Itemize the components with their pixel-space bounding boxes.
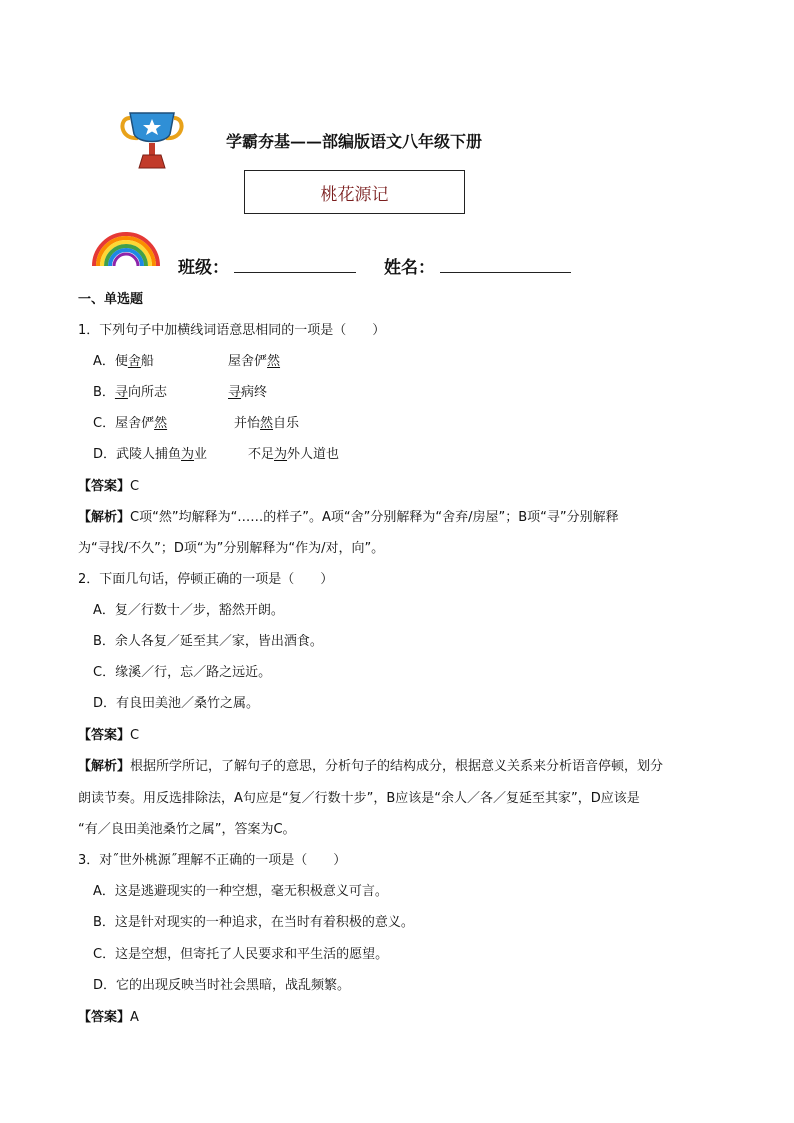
question-3-option-a: A．这是逃避现实的一种空想，毫无积极意义可言。 xyxy=(93,884,388,899)
class-field[interactable] xyxy=(234,272,356,273)
question-2-analysis-line-2: 朗读节奏。用反选排除法，A句应是“复／行数十步”，B应该是“余人／各／复延至其家”，D应该是 xyxy=(78,791,640,806)
trophy-icon xyxy=(116,110,188,172)
question-1-option-a-left: A．便舍船 xyxy=(93,354,154,369)
question-1-option-d-left: D．武陵人捕鱼为业 xyxy=(93,447,208,462)
question-2-analysis-line-3: “有／良田美池桑竹之属”，答案为C。 xyxy=(78,822,296,837)
question-2-option-d: D．有良田美池／桑竹之属。 xyxy=(93,696,260,711)
question-2-option-a: A．复／行数十／步，豁然开朗。 xyxy=(93,603,284,618)
question-1-option-d-right: 不足为外人道也 xyxy=(248,447,340,462)
lesson-title-box: 桃花源记 xyxy=(244,170,465,214)
question-1-option-b-left: B．寻向所志 xyxy=(93,385,167,400)
section-title: 一、单选题 xyxy=(78,292,144,307)
question-3-option-c: C．这是空想，但寄托了人民要求和平生活的愿望。 xyxy=(93,947,389,962)
question-1-option-b-right: 寻病终 xyxy=(228,385,268,400)
question-2-stem: 2．下面几句话，停顿正确的一项是（ ） xyxy=(78,572,334,587)
name-field[interactable] xyxy=(440,272,571,273)
name-label: 姓名： xyxy=(384,258,435,278)
question-3-option-d: D．它的出现反映当时社会黑暗，战乱频繁。 xyxy=(93,978,351,993)
question-1-option-c-right: 并怡然自乐 xyxy=(234,416,300,431)
question-1-analysis-line-1: 【解析】C项“然”均解释为“……的样子”。A项“舍”分别解释为“舍弃/房屋”；B项“寻”分别解释 xyxy=(78,510,619,525)
document-header-title: 学霸夯基——部编版语文八年级下册 xyxy=(226,132,483,151)
question-3-option-b: B．这是针对现实的一种追求，在当时有着积极的意义。 xyxy=(93,915,414,930)
question-1-answer: 【答案】C xyxy=(78,479,140,494)
question-3-stem: 3．对˝世外桃源˝理解不正确的一项是（ ） xyxy=(78,853,347,868)
rainbow-icon xyxy=(90,230,162,270)
class-label: 班级： xyxy=(178,258,229,278)
question-1-stem: 1．下列句子中加横线词语意思相同的一项是（ ） xyxy=(78,323,386,338)
question-1-option-a-right: 屋舍俨然 xyxy=(228,354,281,369)
question-3-answer: 【答案】A xyxy=(78,1010,139,1025)
question-1-analysis-line-2: 为“寻找/不久”；D项“为”分别解释为“作为/对，向”。 xyxy=(78,541,385,556)
question-1-option-c-left: C．屋舍俨然 xyxy=(93,416,168,431)
question-2-option-b: B．余人各复／延至其／家，皆出酒食。 xyxy=(93,634,323,649)
question-2-analysis-line-1: 【解析】根据所学所记，了解句子的意思，分析句子的结构成分，根据意义关系来分析语音停顿，划分 xyxy=(78,759,664,774)
question-2-answer: 【答案】C xyxy=(78,728,140,743)
question-2-option-c: C．缘溪／行，忘／路之远近。 xyxy=(93,665,272,680)
